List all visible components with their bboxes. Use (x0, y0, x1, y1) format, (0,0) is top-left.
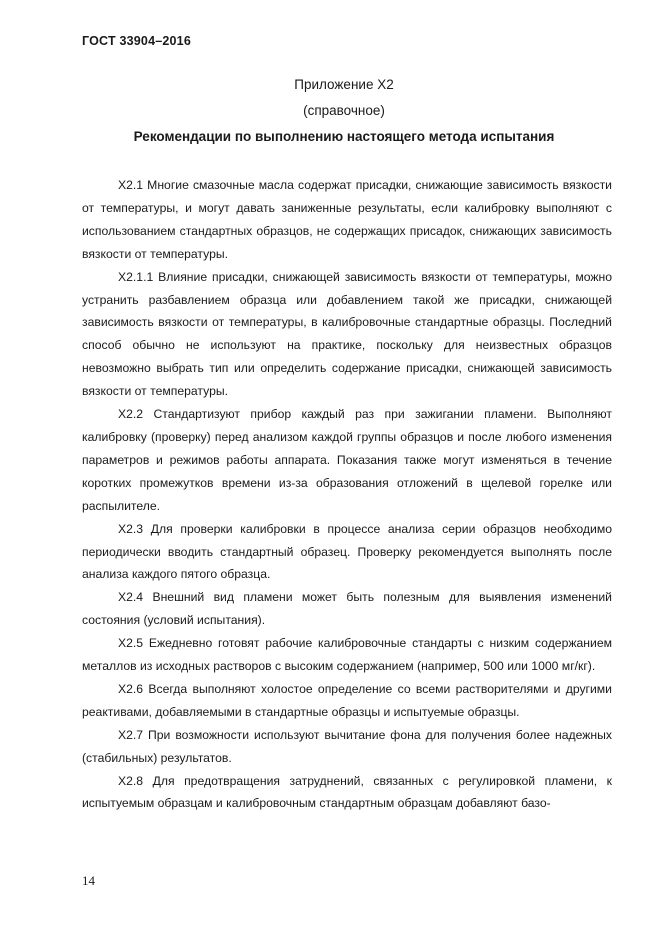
appendix-title: Приложение Х2 (294, 77, 394, 92)
paragraph-x2-7: Х2.7 При возможности используют вычитание фона для получения более надежных (стабильных) результатов. (82, 727, 612, 765)
appendix-heading: Рекомендации по выполнению настоящего метода испытания (133, 129, 555, 144)
paragraph-x2-4: Х2.4 Внешний вид пламени может быть полезным для выявления изменений состояния (условий испытания). (82, 590, 612, 628)
appendix-heading-block (82, 72, 606, 150)
paragraph-x2-2: Х2.2 Стандартизуют прибор каждый раз при зажигании пламени. Выполняют калибровку (проверку) перед анализом каждой группы образцов и после любого изменения параметров и режимов работы аппарата. Показания также могут изменяться в течение коротких промежутков времени из-за образования отложений в щелевой горелке или распылителе. (82, 407, 612, 513)
document-code: ГОСТ 33904–2016 (82, 34, 191, 48)
paragraph-x2-8: Х2.8 Для предотвращения затруднений, связанных с регулировкой пламени, к испытуемым образцам и калибровочным стандартным образцам добавляют базо- (82, 773, 612, 811)
page-number: 14 (82, 873, 95, 888)
paragraph-x2-1-1: Х2.1.1 Влияние присадки, снижающей зависимость вязкости от температуры, можно устранить разбавлением образца или добавлением такой же присадки, снижающей зависимость вязкости от температуры, в калибровочные стандартные образцы. Последний способ обычно не используют на практике, поскольку для неизвестных образцов невозможно выбрать тип или определить содержание присадки, снижающей зависимость вязкости от температуры. (82, 269, 612, 399)
paragraph-x2-3: Х2.3 Для проверки калибровки в процессе анализа серии образцов необходимо периодически вводить стандартный образец. Проверку рекомендуется выполнять после анализа каждого пятого образца. (82, 521, 612, 582)
appendix-type: (справочное) (303, 103, 385, 118)
paragraph-x2-6: Х2.6 Всегда выполняют холостое определение со всеми растворителями и другими реактивами, добавляемыми в стандартные образцы и испытуемые образцы. (82, 681, 612, 719)
paragraph-x2-5: Х2.5 Ежедневно готовят рабочие калибровочные стандарты с низким содержанием металлов из исходных растворов с высоким содержанием (например, 500 или 1000 мг/кг). (82, 636, 612, 674)
document-body (82, 174, 612, 815)
paragraph-x2-1: Х2.1 Многие смазочные масла содержат присадки, снижающие зависимость вязкости от температуры, и могут давать заниженные результаты, если калибровку выполняют с использованием стандартных образцов, не содержащих присадок, снижающих зависимость вязкости от температуры. (82, 178, 612, 261)
